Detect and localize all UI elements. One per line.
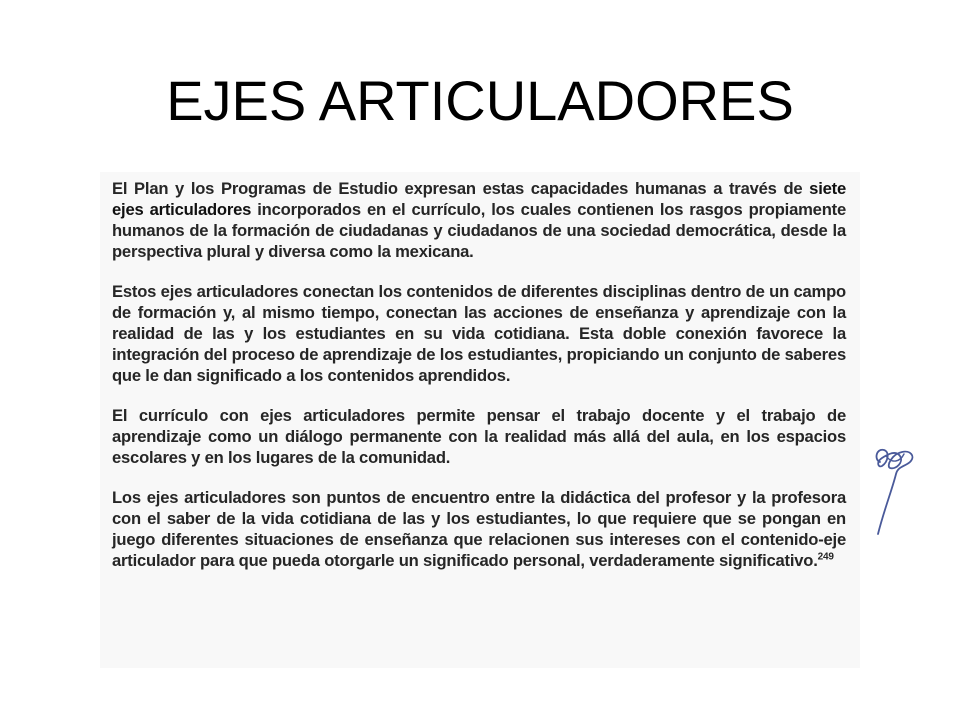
paragraph-1-emphasis: siete ejes articuladores [112, 179, 846, 219]
scanned-document [100, 172, 860, 668]
slide-title: EJES ARTICULADORES [166, 69, 794, 132]
paragraph-1-start: El Plan y los Programas de Estudio expresan estas capacidades humanas a través de [112, 179, 810, 198]
paragraph-1 [112, 178, 846, 262]
paragraph-4-text: Los ejes articuladores son puntos de encuentro entre la didáctica del profesor y la profesora con el saber de la vida cotidiana de las y los estudiantes, lo que requiere que se pongan en juego diferentes situaciones de enseñanza que relacionen sus intereses con el contenido-eje articulador para que pueda otorgarle un significado personal, verdaderamente significativo. [112, 488, 846, 570]
paragraph-1-end: incorporados en el currículo, los cuales contienen los rasgos propiamente humanos de la formación de ciudadanas y ciudadanos de una sociedad democrática, desde la perspectiva plural y diversa como la mexicana. [112, 200, 846, 261]
signature-icon [866, 440, 922, 536]
paragraph-3: El currículo con ejes articuladores permite pensar el trabajo docente y el trabajo de aprendizaje como un diálogo permanente con la realidad más allá del aula, en los espacios escolares y en los lugares de la comunidad. [112, 406, 846, 467]
document-body [112, 178, 846, 590]
footnote-marker: 249 [817, 551, 834, 563]
paragraph-4 [112, 487, 846, 571]
paragraph-2: Estos ejes articuladores conectan los contenidos de diferentes disciplinas dentro de un campo de formación y, al mismo tiempo, conectan las acciones de enseñanza y aprendizaje con la realidad de las y los estudiantes en su vida cotidiana. Esta doble conexión favorece la integración del proceso de aprendizaje de los estudiantes, propiciando un conjunto de saberes que le dan significado a los contenidos aprendidos. [112, 282, 846, 385]
